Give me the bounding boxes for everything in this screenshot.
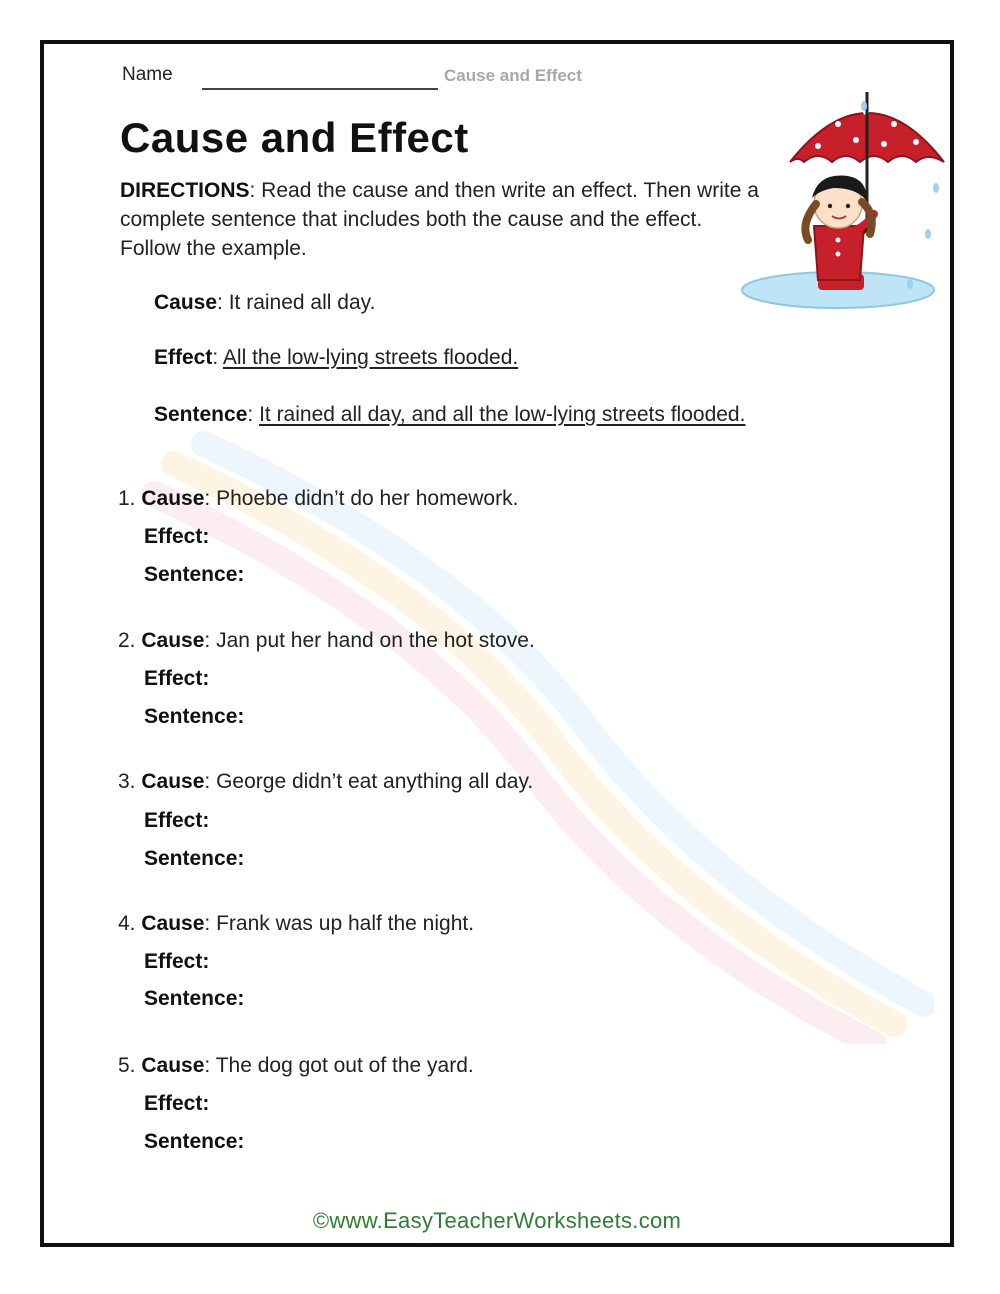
colon: : bbox=[204, 487, 211, 510]
question-4-sentence[interactable] bbox=[144, 987, 244, 1011]
colon: : bbox=[202, 667, 210, 690]
footer-copyright-link[interactable]: ©www.EasyTeacherWorksheets.com bbox=[312, 1208, 682, 1233]
page-title: Cause and Effect bbox=[120, 114, 469, 161]
effect-label: Effect bbox=[144, 809, 203, 832]
sentence-label: Sentence bbox=[144, 1130, 238, 1153]
question-number: 5. bbox=[118, 1054, 136, 1077]
cause-text: George didn’t eat anything all day. bbox=[216, 770, 534, 793]
colon: : bbox=[237, 563, 245, 586]
question-number: 3. bbox=[118, 770, 136, 793]
question-1-sentence[interactable] bbox=[144, 563, 244, 587]
example-effect-label: Effect bbox=[154, 346, 213, 369]
sentence-label: Sentence bbox=[144, 563, 238, 586]
watermark-graphic bbox=[134, 424, 934, 1044]
colon: : bbox=[247, 403, 254, 426]
colon: : bbox=[204, 912, 211, 935]
question-number: 2. bbox=[118, 629, 136, 652]
question-3-sentence[interactable] bbox=[144, 847, 244, 871]
colon: : bbox=[212, 346, 219, 369]
cause-text: Frank was up half the night. bbox=[216, 912, 475, 935]
girl-with-umbrella-icon bbox=[738, 84, 954, 314]
question-2-cause bbox=[118, 629, 535, 653]
cause-label: Cause bbox=[141, 770, 205, 793]
colon: : bbox=[237, 1130, 245, 1153]
colon: : bbox=[204, 1054, 211, 1077]
colon: : bbox=[204, 770, 211, 793]
question-2-sentence[interactable] bbox=[144, 705, 244, 729]
directions-text: : Read the cause and then write an effect. Then write a complete sentence that includes both the cause and the effect. Follow the example. bbox=[120, 179, 759, 260]
effect-label: Effect bbox=[144, 525, 203, 548]
question-4-cause bbox=[118, 912, 474, 936]
cause-label: Cause bbox=[141, 1054, 205, 1077]
question-5-effect[interactable] bbox=[144, 1092, 209, 1116]
colon: : bbox=[237, 847, 245, 870]
sentence-label: Sentence bbox=[144, 987, 238, 1010]
header-topic: Cause and Effect bbox=[444, 66, 582, 85]
name-line[interactable] bbox=[202, 88, 438, 90]
example-effect-text: All the low-lying streets flooded. bbox=[222, 346, 519, 369]
name-label: Name bbox=[122, 64, 173, 85]
effect-label: Effect bbox=[144, 667, 203, 690]
cause-text: Phoebe didn’t do her homework. bbox=[216, 487, 519, 510]
sentence-label: Sentence bbox=[144, 847, 238, 870]
example-effect bbox=[154, 346, 518, 370]
colon: : bbox=[217, 291, 223, 314]
colon: : bbox=[237, 987, 245, 1010]
question-3-effect[interactable] bbox=[144, 809, 209, 833]
colon: : bbox=[202, 809, 210, 832]
example-sentence bbox=[154, 403, 745, 427]
effect-label: Effect bbox=[144, 950, 203, 973]
question-1-cause bbox=[118, 487, 518, 511]
cause-label: Cause bbox=[141, 487, 205, 510]
directions-label: DIRECTIONS bbox=[120, 179, 250, 202]
colon: : bbox=[202, 525, 210, 548]
colon: : bbox=[237, 705, 245, 728]
worksheet-page bbox=[40, 40, 954, 1247]
question-number: 1. bbox=[118, 487, 136, 510]
cause-text: Jan put her hand on the hot stove. bbox=[216, 629, 535, 652]
cause-label: Cause bbox=[141, 629, 205, 652]
effect-label: Effect bbox=[144, 1092, 203, 1115]
example-sentence-text: It rained all day, and all the low-lying streets flooded. bbox=[259, 403, 746, 426]
example-sentence-label: Sentence bbox=[154, 403, 248, 426]
question-2-effect[interactable] bbox=[144, 667, 209, 691]
question-5-cause bbox=[118, 1054, 474, 1078]
cause-label: Cause bbox=[141, 912, 205, 935]
question-number: 4. bbox=[118, 912, 136, 935]
example-cause bbox=[154, 291, 375, 315]
sentence-label: Sentence bbox=[144, 705, 238, 728]
colon: : bbox=[202, 950, 210, 973]
colon: : bbox=[202, 1092, 210, 1115]
question-3-cause bbox=[118, 770, 533, 794]
question-5-sentence[interactable] bbox=[144, 1130, 244, 1154]
question-4-effect[interactable] bbox=[144, 950, 209, 974]
example-cause-label: Cause bbox=[154, 291, 218, 314]
example-cause-text: It rained all day. bbox=[228, 291, 376, 314]
cause-text: The dog got out of the yard. bbox=[215, 1054, 474, 1077]
colon: : bbox=[204, 629, 211, 652]
question-1-effect[interactable] bbox=[144, 525, 209, 549]
directions bbox=[120, 176, 760, 263]
